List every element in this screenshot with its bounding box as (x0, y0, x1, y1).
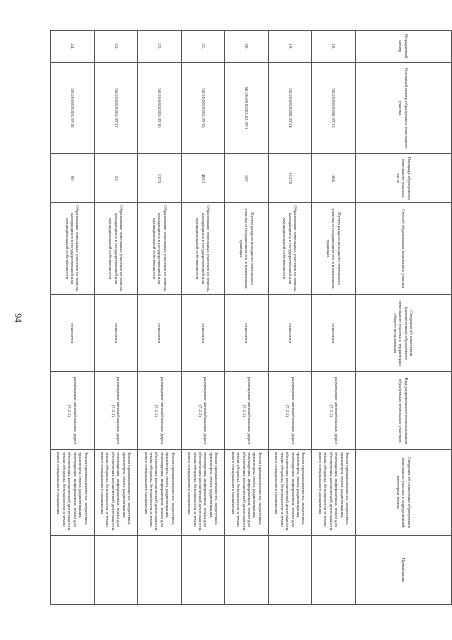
header-cell: Порядковый номер (356, 31, 452, 63)
public-use-status: относится (181, 295, 225, 372)
land-category: Земли промышленности, энергетики, транспорта, связи, радиовещания, телевидения, информатики, земли для обеспечения космической деятельности, земли обороны, безопасности и земли иного специального назначения (138, 449, 182, 535)
plot-id: 50:26:0010203:ЗУ16 (138, 62, 182, 154)
permitted-use: размещение автомобильных дорог (7.2.1) (181, 372, 225, 449)
note (225, 536, 269, 605)
permitted-use: размещение автомобильных дорог (7.2.1) (268, 372, 312, 449)
formation-method: Путем раздела исходного земельного участка и сохранением его в измененных границах (225, 203, 269, 295)
table-row (138, 31, 182, 605)
header-cell: Площадь образуемого земельного участка, кв. м (356, 154, 452, 203)
table-row (51, 31, 95, 605)
land-category: Земли промышленности, энергетики, транспорта, связи, радиовещания, телевидения, информатики, земли для обеспечения космической деятельности, земли обороны, безопасности и земли иного специального назначения (94, 449, 138, 535)
row-number: 19. (268, 31, 312, 63)
header-cell: Сведения об отнесении образуемого земельного участка к определенной категории земель (356, 449, 452, 535)
row-number: 21. (181, 31, 225, 63)
formation-method: Путем раздела исходного земельного участка и сохранением его в измененных границах (312, 203, 356, 295)
header-cell: Вид разрешенного использования образуемых земельных участков (356, 372, 452, 449)
header-cell: Сведения об отнесении (неотнесении) образуемого земельного участка к территории общего пользования (356, 295, 452, 372)
plot-area: 364 (312, 154, 356, 203)
plot-id: 50:26:0010203:ЗУ18 (51, 62, 95, 154)
land-category: Земли промышленности, энергетики, транспорта, связи, радиовещания, телевидения, информатики, земли для обеспечения космической деятельности, земли обороны, безопасности и земли иного специального назначения (51, 449, 95, 535)
table-row (225, 31, 269, 605)
permitted-use: размещение автомобильных дорог (7.2.1) (312, 372, 356, 449)
table-row (94, 31, 138, 605)
plot-area: 4023 (181, 154, 225, 203)
land-category: Земли промышленности, энергетики, транспорта, связи, радиовещания, телевидения, информатики, земли для обеспечения космической деятельности, земли обороны, безопасности и земли иного специального назначения (181, 449, 225, 535)
note (312, 536, 356, 605)
plot-id: 50:26:0010208:ЗУ14 (268, 62, 312, 154)
formation-method: Образование земельных участков из земель, находящихся в государственной или муниципальной собственности (268, 203, 312, 295)
plot-area: 53 (94, 154, 138, 203)
table-row (181, 31, 225, 605)
public-use-status: относится (138, 295, 182, 372)
public-use-status: относится (268, 295, 312, 372)
plot-id: 50:26:0010203:ЗУ15 (181, 62, 225, 154)
header-cell: Примечание (356, 536, 452, 605)
permitted-use: размещение автомобильных дорог (7.2.1) (94, 372, 138, 449)
row-number: 22. (138, 31, 182, 63)
table-row (268, 31, 312, 605)
row-number: 20. (225, 31, 269, 63)
page-number: 94 (13, 313, 23, 323)
row-number: 24. (51, 31, 95, 63)
plot-area: 11278 (268, 154, 312, 203)
note (94, 536, 138, 605)
land-category: Земли промышленности, энергетики, транспорта, связи, радиовещания, телевидения, информатики, земли для обеспечения космической деятельности, земли обороны, безопасности и земли иного специального назначения (268, 449, 312, 535)
note (181, 536, 225, 605)
plot-area: 157 (225, 154, 269, 203)
table-row (312, 31, 356, 605)
row-number: 18. (312, 31, 356, 63)
header-cell: Условный номер образуемого земельного участка (356, 62, 452, 154)
plot-id: 50:26:0010208:ЗУ13 (312, 62, 356, 154)
plot-area: 1375 (138, 154, 182, 203)
public-use-status: относится (225, 295, 269, 372)
note (268, 536, 312, 605)
permitted-use: размещение автомобильных дорог (7.2.1) (51, 372, 95, 449)
plot-area: 60 (51, 154, 95, 203)
land-category: Земли промышленности, энергетики, транспорта, связи, радиовещания, телевидения, информатики, земли для обеспечения космической деятельности, земли обороны, безопасности и земли иного специального назначения (225, 449, 269, 535)
note (51, 536, 95, 605)
public-use-status: относится (312, 295, 356, 372)
table-header-row (356, 31, 452, 605)
formation-method: Образование земельных участков из земель, находящихся в государственной или муниципальной собственности (181, 203, 225, 295)
header-cell: Способ образования земельного участка (356, 203, 452, 295)
public-use-status: относится (51, 295, 95, 372)
note (138, 536, 182, 605)
public-use-status: относится (94, 295, 138, 372)
permitted-use: размещение автомобильных дорог (7.2.1) (138, 372, 182, 449)
formation-method: Образование земельных участков из земель, находящихся в государственной или муниципальной собственности (94, 203, 138, 295)
land-category: Земли промышленности, энергетики, транспорта, связи, радиовещания, телевидения, информатики, земли для обеспечения космической деятельности, земли обороны, безопасности и земли иного специального назначения (312, 449, 356, 535)
plot-id: 50:26:0010203:ЗУ17 (94, 62, 138, 154)
land-plots-table-sheet (50, 30, 452, 605)
formation-method: Образование земельных участков из земель, находящихся в государственной или муниципальной собственности (51, 203, 95, 295)
land-plots-table (50, 30, 452, 605)
plot-id: 50:26:0010203:62:ЗУ1 (225, 62, 269, 154)
formation-method: Образование земельных участков из земель, находящихся в государственной или муниципальной собственности (138, 203, 182, 295)
row-number: 23. (94, 31, 138, 63)
permitted-use: размещение автомобильных дорог (7.2.1) (225, 372, 269, 449)
